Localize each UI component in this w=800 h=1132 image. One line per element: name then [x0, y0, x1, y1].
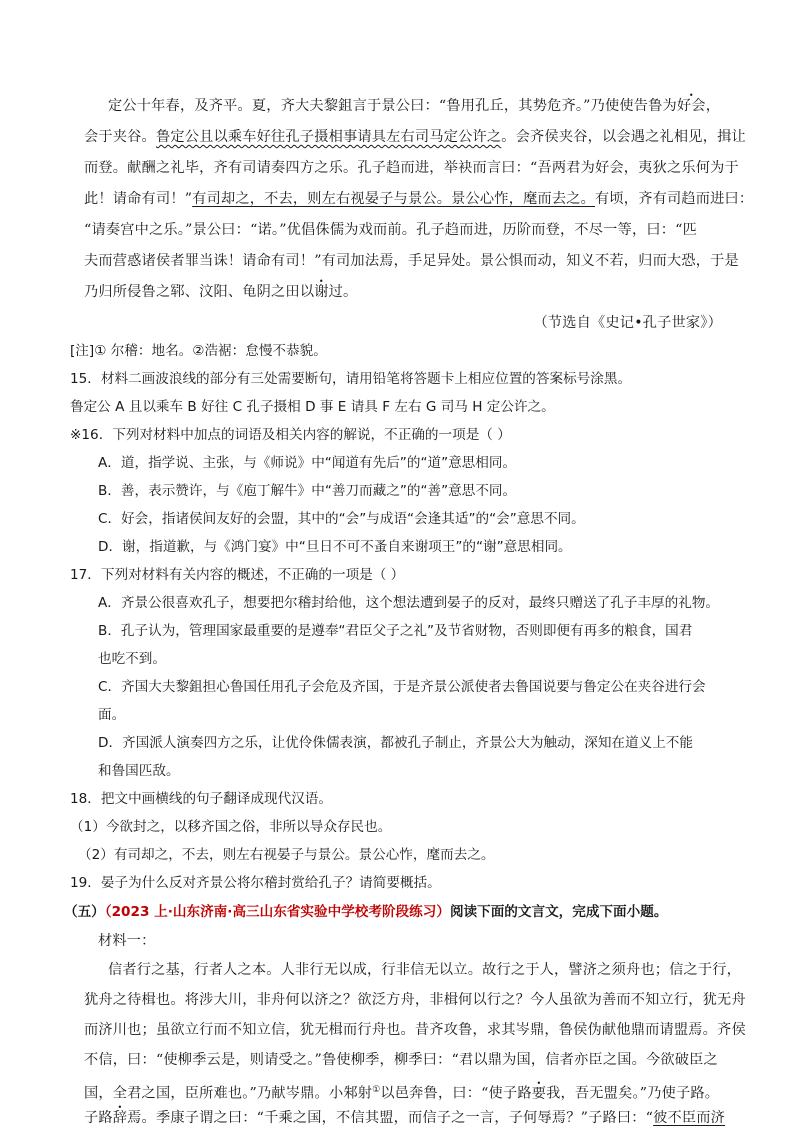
passage-text: 有顷，齐有司趋而进曰：	[595, 191, 754, 207]
question-16-option-c[interactable]: C．好会，指诸侯间友好的会盟，其中的“会”与成语“会逢其适”的“会”意思不同。	[98, 511, 585, 527]
question-18-stem: 18．把文中画横线的句子翻译成现代汉语。	[70, 791, 332, 807]
passage-line-5: “请奏宫中之乐。”景公曰：“诺。”优倡侏儒为戏而前。孔子趋而进，历阶而登，不尽一等，曰：“匹	[84, 222, 697, 238]
material-text: 国，全君之国，臣所难也。”乃献岑鼎。小邾射	[84, 1085, 373, 1102]
passage-text: 。会齐侯夹谷，以会遇之礼相见，揖让	[501, 129, 746, 145]
underlined-sentence: 彼不臣而济	[653, 1110, 726, 1126]
question-17-option-c[interactable]: C．齐国大夫黎鉏担心鲁国任用孔子会危及齐国，于是齐景公派使者去鲁国说要与鲁定公在夹谷进行会	[98, 679, 706, 695]
passage-text: 定公十年春，及齐平。夏，齐大夫黎鉏言于景公曰：“鲁用孔丘，其势危齐。”乃使使告鲁为	[108, 98, 677, 114]
passage-source: （节选自《史记•孔子世家》）	[533, 315, 722, 331]
question-17-option-b-cont: 也吃不到。	[98, 651, 166, 667]
passage-text: 此！请命有司！”	[84, 191, 193, 207]
question-17-option-d[interactable]: D．齐国派人演奏四方之乐，让优伶侏儒表演，都被孔子制止，齐景公大为触动，深知在道义上不能	[98, 735, 693, 751]
dotted-word-yao: 要	[531, 1085, 547, 1102]
dotted-word-ci: 辞	[112, 1110, 128, 1126]
section-number: （五）	[64, 904, 105, 920]
material-1-line-3: 而济川也；虽欲立行而不知立信，犹无楫而行舟也。昔齐攻鲁，求其岑鼎，鲁侯伪献他鼎而请盟焉。齐侯	[84, 1022, 746, 1038]
question-16-option-b[interactable]: B．善，表示赞许，与《庖丁解牛》中“善刀而藏之”的“善”意思不同。	[98, 483, 517, 499]
footnote-marker: ①	[372, 1085, 381, 1095]
question-16-option-d[interactable]: D．谢，指道歉，与《鸿门宴》中“旦日不可不蚤自来谢项王”的“谢”意思相同。	[98, 539, 572, 555]
question-17-option-d-cont: 和鲁国匹敌。	[98, 763, 180, 779]
question-17-option-a[interactable]: A．齐景公很喜欢孔子，想要把尔稽封给他，这个想法遭到晏子的反对，最终只赠送了孔子丰厚的礼物。	[98, 595, 720, 611]
material-text: 焉。季康子谓之曰：“千乘之国，不信其盟，而信子之一言，子何辱焉？”子路曰：“	[127, 1110, 654, 1126]
material-1-line-6	[84, 1108, 725, 1128]
material-1-line-5	[84, 1080, 719, 1104]
material-1-line-4: 不信，曰：“使柳季云是，则请受之。”鲁使柳季，柳季曰：“君以鼎为国，信者亦臣之国。今欲破臣之	[84, 1052, 718, 1068]
question-18-sentence-1: （1）今欲封之，以移齐国之俗，非所以导众存民也。	[70, 819, 392, 835]
question-15-options: 鲁定公 A 且以乘车 B 好往 C 孔子摄相 D 事 E 请具 F 左右 G 司马 H 定公许之。	[70, 399, 555, 415]
material-1-line-1: 信者行之基，行者人之本。人非行无以成，行非信无以立。故行之于人，譬济之须舟也；信之于行，	[108, 962, 742, 978]
question-18-sentence-2: （2）有司却之，不去，则左右视晏子与景公。景公心怍，麾而去之。	[78, 847, 495, 863]
passage-text: 乃归所侵鲁之郓、汶阳、龟阴之田以	[84, 284, 315, 300]
section-source-red: （2023 上·山东济南·高三山东省实验中学校考阶段练习）	[104, 904, 450, 920]
passage-text: ，	[705, 98, 721, 114]
material-text: 子路	[84, 1110, 113, 1126]
material-text: 以邑奔鲁，曰：“使子路	[380, 1085, 532, 1102]
question-15-stem: 15．材料二画波浪线的部分有三处需要断句，请用铅笔将答题卡上相应位置的答案标号涂黑。	[70, 371, 632, 387]
passage-text: 过。	[328, 284, 358, 300]
passage-line-7	[84, 282, 357, 302]
question-17-option-c-cont: 面。	[98, 707, 126, 723]
material-text: 我，吾无盟矣。”乃使子路。	[546, 1085, 720, 1102]
question-17-stem: 17．下列对材料有关内容的概述，不正确的一项是（ ）	[70, 567, 405, 583]
question-16-option-a[interactable]: A．道，指学说、主张，与《师说》中“闻道有先后”的“道”意思相同。	[98, 455, 517, 471]
passage-line-4	[84, 189, 753, 209]
dotted-word-xie: 谢	[314, 284, 329, 300]
question-19-stem: 19．晏子为什么反对齐景公将尔稽封赏给孔子？请简要概括。	[70, 875, 441, 891]
passage-line-1	[108, 96, 720, 116]
underlined-sentence: 有司却之，不去，则左右视晏子与景公。景公心怍，麾而去之。	[192, 191, 596, 207]
dotted-word-haohui: 好会	[676, 98, 706, 114]
passage-line-2	[84, 127, 746, 147]
passage-line-3: 而登。献酬之礼毕，齐有司请奏四方之乐。孔子趋而进，举袂而言曰：“吾两君为好会，夷狄之乐何为于	[84, 160, 739, 176]
question-16-stem: ※16．下列对材料中加点的词语及相关内容的解说，不正确的一项是（ ）	[70, 427, 511, 443]
question-17-option-b[interactable]: B．孔子认为，管理国家最重要的是遵奉“君臣父子之礼”及节省财物，否则即便有再多的粮食，国君	[98, 623, 693, 639]
wavy-underlined-sentence: 鲁定公且以乘车好往孔子摄相事请具左右司马定公许之	[155, 129, 502, 145]
passage-line-6: 夫而营惑诸侯者罪当诛！请命有司！”有司加法焉，手足异处。景公惧而动，知义不若，归而大恐，于是	[84, 253, 739, 269]
material-1-label: 材料一：	[98, 933, 156, 949]
section-instruction: 阅读下面的文言文，完成下面小题。	[449, 904, 668, 920]
material-1-line-2: 犹舟之待楫也。将涉大川，非舟何以济之？欲泛方舟，非楫何以行之？今人虽欲为善而不知立行，犹无舟	[84, 992, 746, 1008]
annotation-note: [注]① 尔稽：地名。②浩裾：怠慢不恭貌。	[70, 343, 327, 359]
passage-text: 会于夹谷。	[84, 129, 156, 145]
section-5-header	[64, 902, 667, 922]
